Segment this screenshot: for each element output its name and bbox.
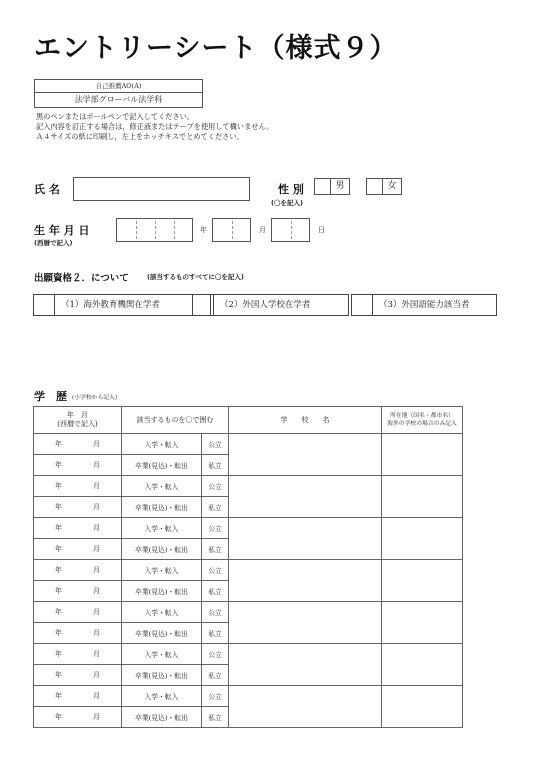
year-unit: 年 bbox=[55, 503, 62, 511]
gender-label: 性 別 bbox=[278, 183, 304, 196]
public-option[interactable]: 公立 bbox=[202, 518, 229, 539]
school-name-cell[interactable] bbox=[229, 602, 382, 644]
location-cell[interactable] bbox=[382, 560, 463, 602]
entry-option[interactable]: 入学・転入 bbox=[122, 602, 202, 623]
gender-male-checkbox[interactable] bbox=[314, 178, 331, 195]
year-unit: 年 bbox=[55, 524, 62, 532]
year-unit: 年 bbox=[55, 440, 62, 448]
location-cell[interactable] bbox=[382, 602, 463, 644]
header-event: 該当するものを〇で囲む bbox=[122, 407, 229, 434]
year-unit: 年 bbox=[55, 713, 62, 721]
exit-option[interactable]: 卒業(見込)・転出 bbox=[122, 539, 202, 560]
date-cell[interactable] bbox=[34, 623, 122, 644]
month-unit: 月 bbox=[93, 440, 100, 448]
entry-option[interactable]: 入学・転入 bbox=[122, 686, 202, 707]
eligibility-checkbox-1[interactable] bbox=[33, 294, 55, 316]
instruction-3: Ａ４サイズの紙に印刷し，左上をホッチキスでとめてください。 bbox=[36, 132, 244, 141]
birth-year-unit: 年 bbox=[200, 226, 207, 234]
year-unit: 年 bbox=[55, 587, 62, 595]
eligibility-checkbox-2[interactable] bbox=[192, 294, 214, 316]
entry-option[interactable]: 入学・転入 bbox=[122, 560, 202, 581]
school-name-cell[interactable] bbox=[229, 686, 382, 728]
history-rows bbox=[34, 434, 463, 728]
table-row bbox=[34, 644, 463, 665]
month-unit: 月 bbox=[93, 629, 100, 637]
location-cell[interactable] bbox=[382, 644, 463, 686]
year-unit: 年 bbox=[55, 629, 62, 637]
date-cell[interactable] bbox=[34, 644, 122, 665]
instruction-1: 黒のペンまたはボールペンで記入してください。 bbox=[36, 112, 194, 121]
location-cell[interactable] bbox=[382, 476, 463, 518]
private-option[interactable]: 私立 bbox=[202, 665, 229, 686]
table-row bbox=[34, 560, 463, 581]
public-option[interactable]: 公立 bbox=[202, 602, 229, 623]
eligibility-option-3-label: （3）外国語能力該当者 bbox=[372, 294, 497, 316]
private-option[interactable]: 私立 bbox=[202, 455, 229, 476]
date-cell[interactable] bbox=[34, 560, 122, 581]
birth-day-field[interactable] bbox=[271, 218, 310, 242]
school-name-cell[interactable] bbox=[229, 560, 382, 602]
month-unit: 月 bbox=[93, 692, 100, 700]
history-heading: 学 歴 bbox=[34, 390, 67, 403]
month-unit: 月 bbox=[93, 482, 100, 490]
date-cell[interactable] bbox=[34, 602, 122, 623]
date-cell[interactable] bbox=[34, 497, 122, 518]
public-option[interactable]: 公立 bbox=[202, 686, 229, 707]
program-category: 自己推薦AO(A) bbox=[35, 80, 202, 93]
birth-day-unit: 日 bbox=[318, 226, 325, 234]
school-name-cell[interactable] bbox=[229, 518, 382, 560]
page-title: エントリーシート（様式９） bbox=[34, 33, 398, 64]
table-row bbox=[34, 434, 463, 455]
header-school: 学 校 名 bbox=[229, 407, 382, 434]
gender-male-label: 男 bbox=[330, 178, 350, 195]
eligibility-option-2-label: （2）外国人学校在学者 bbox=[213, 294, 349, 316]
month-unit: 月 bbox=[93, 566, 100, 574]
table-row bbox=[34, 602, 463, 623]
birth-month-unit: 月 bbox=[259, 226, 266, 234]
school-name-cell[interactable] bbox=[229, 434, 382, 476]
public-option[interactable]: 公立 bbox=[202, 644, 229, 665]
program-box bbox=[34, 79, 203, 108]
month-unit: 月 bbox=[93, 650, 100, 658]
entry-option[interactable]: 入学・転入 bbox=[122, 518, 202, 539]
exit-option[interactable]: 卒業(見込)・転出 bbox=[122, 623, 202, 644]
month-unit: 月 bbox=[93, 587, 100, 595]
private-option[interactable]: 私立 bbox=[202, 707, 229, 728]
education-history-table bbox=[33, 406, 463, 728]
year-unit: 年 bbox=[55, 566, 62, 574]
exit-option[interactable]: 卒業(見込)・転出 bbox=[122, 581, 202, 602]
eligibility-note: (該当するものすべてに〇を記入) bbox=[147, 273, 244, 281]
year-unit: 年 bbox=[55, 671, 62, 679]
gender-female-label: 女 bbox=[382, 178, 402, 195]
location-cell[interactable] bbox=[382, 434, 463, 476]
header-date-line1: 年 月 bbox=[67, 411, 88, 419]
gender-female-checkbox[interactable] bbox=[366, 178, 383, 195]
school-name-cell[interactable] bbox=[229, 476, 382, 518]
month-unit: 月 bbox=[93, 608, 100, 616]
exit-option[interactable]: 卒業(見込)・転出 bbox=[122, 455, 202, 476]
month-unit: 月 bbox=[93, 545, 100, 553]
header-location bbox=[382, 407, 463, 434]
year-unit: 年 bbox=[55, 608, 62, 616]
date-cell[interactable] bbox=[34, 707, 122, 728]
date-cell[interactable] bbox=[34, 476, 122, 497]
year-unit: 年 bbox=[55, 650, 62, 658]
year-unit: 年 bbox=[55, 461, 62, 469]
eligibility-heading: 出願資格２．について bbox=[34, 273, 129, 284]
table-row bbox=[34, 476, 463, 497]
exit-option[interactable]: 卒業(見込)・転出 bbox=[122, 497, 202, 518]
table-row bbox=[34, 518, 463, 539]
month-unit: 月 bbox=[93, 524, 100, 532]
history-note: (小学校から記入) bbox=[72, 395, 118, 401]
date-cell[interactable] bbox=[34, 455, 122, 476]
private-option[interactable]: 私立 bbox=[202, 581, 229, 602]
date-cell[interactable] bbox=[34, 518, 122, 539]
header-date-line2: (西暦で記入) bbox=[57, 420, 98, 428]
public-option[interactable]: 公立 bbox=[202, 560, 229, 581]
name-label: 氏 名 bbox=[34, 183, 60, 196]
instruction-2: 記入内容を訂正する場合は，修正液またはテープを使用して構いません。 bbox=[36, 122, 274, 131]
entry-option[interactable]: 入学・転入 bbox=[122, 434, 202, 455]
date-cell[interactable] bbox=[34, 686, 122, 707]
year-unit: 年 bbox=[55, 692, 62, 700]
table-header-row bbox=[34, 407, 463, 434]
entry-option[interactable]: 入学・転入 bbox=[122, 644, 202, 665]
eligibility-checkbox-3[interactable] bbox=[351, 294, 373, 316]
location-cell[interactable] bbox=[382, 518, 463, 560]
eligibility-option-1-label: （1）海外教育機関在学者 bbox=[54, 294, 211, 316]
public-option[interactable]: 公立 bbox=[202, 476, 229, 497]
program-department: 法学部グローバル法学科 bbox=[74, 95, 163, 104]
birth-month-field[interactable] bbox=[212, 218, 251, 242]
private-option[interactable]: 私立 bbox=[202, 539, 229, 560]
entry-option[interactable]: 入学・転入 bbox=[122, 476, 202, 497]
private-option[interactable]: 私立 bbox=[202, 497, 229, 518]
public-option[interactable]: 公立 bbox=[202, 434, 229, 455]
date-cell[interactable] bbox=[34, 434, 122, 455]
birth-label: 生 年 月 日 bbox=[34, 224, 90, 237]
header-date bbox=[34, 407, 122, 434]
month-unit: 月 bbox=[93, 713, 100, 721]
date-cell[interactable] bbox=[34, 581, 122, 602]
name-field[interactable] bbox=[73, 177, 250, 201]
date-cell[interactable] bbox=[34, 539, 122, 560]
date-cell[interactable] bbox=[34, 665, 122, 686]
year-unit: 年 bbox=[55, 545, 62, 553]
month-unit: 月 bbox=[93, 461, 100, 469]
header-location-line1: 所在地（国名・都市名） bbox=[390, 413, 454, 419]
gender-note: (〇を記入) bbox=[271, 199, 303, 207]
location-cell[interactable] bbox=[382, 686, 463, 728]
month-unit: 月 bbox=[93, 671, 100, 679]
exit-option[interactable]: 卒業(見込)・転出 bbox=[122, 707, 202, 728]
private-option[interactable]: 私立 bbox=[202, 623, 229, 644]
birth-note: (西暦で記入) bbox=[34, 239, 73, 247]
school-name-cell[interactable] bbox=[229, 644, 382, 686]
month-unit: 月 bbox=[93, 503, 100, 511]
year-unit: 年 bbox=[55, 482, 62, 490]
exit-option[interactable]: 卒業(見込)・転出 bbox=[122, 665, 202, 686]
table-row bbox=[34, 686, 463, 707]
header-location-line2: 海外の学校の場合のみ記入 bbox=[387, 421, 457, 427]
birth-year-field[interactable] bbox=[116, 218, 193, 242]
